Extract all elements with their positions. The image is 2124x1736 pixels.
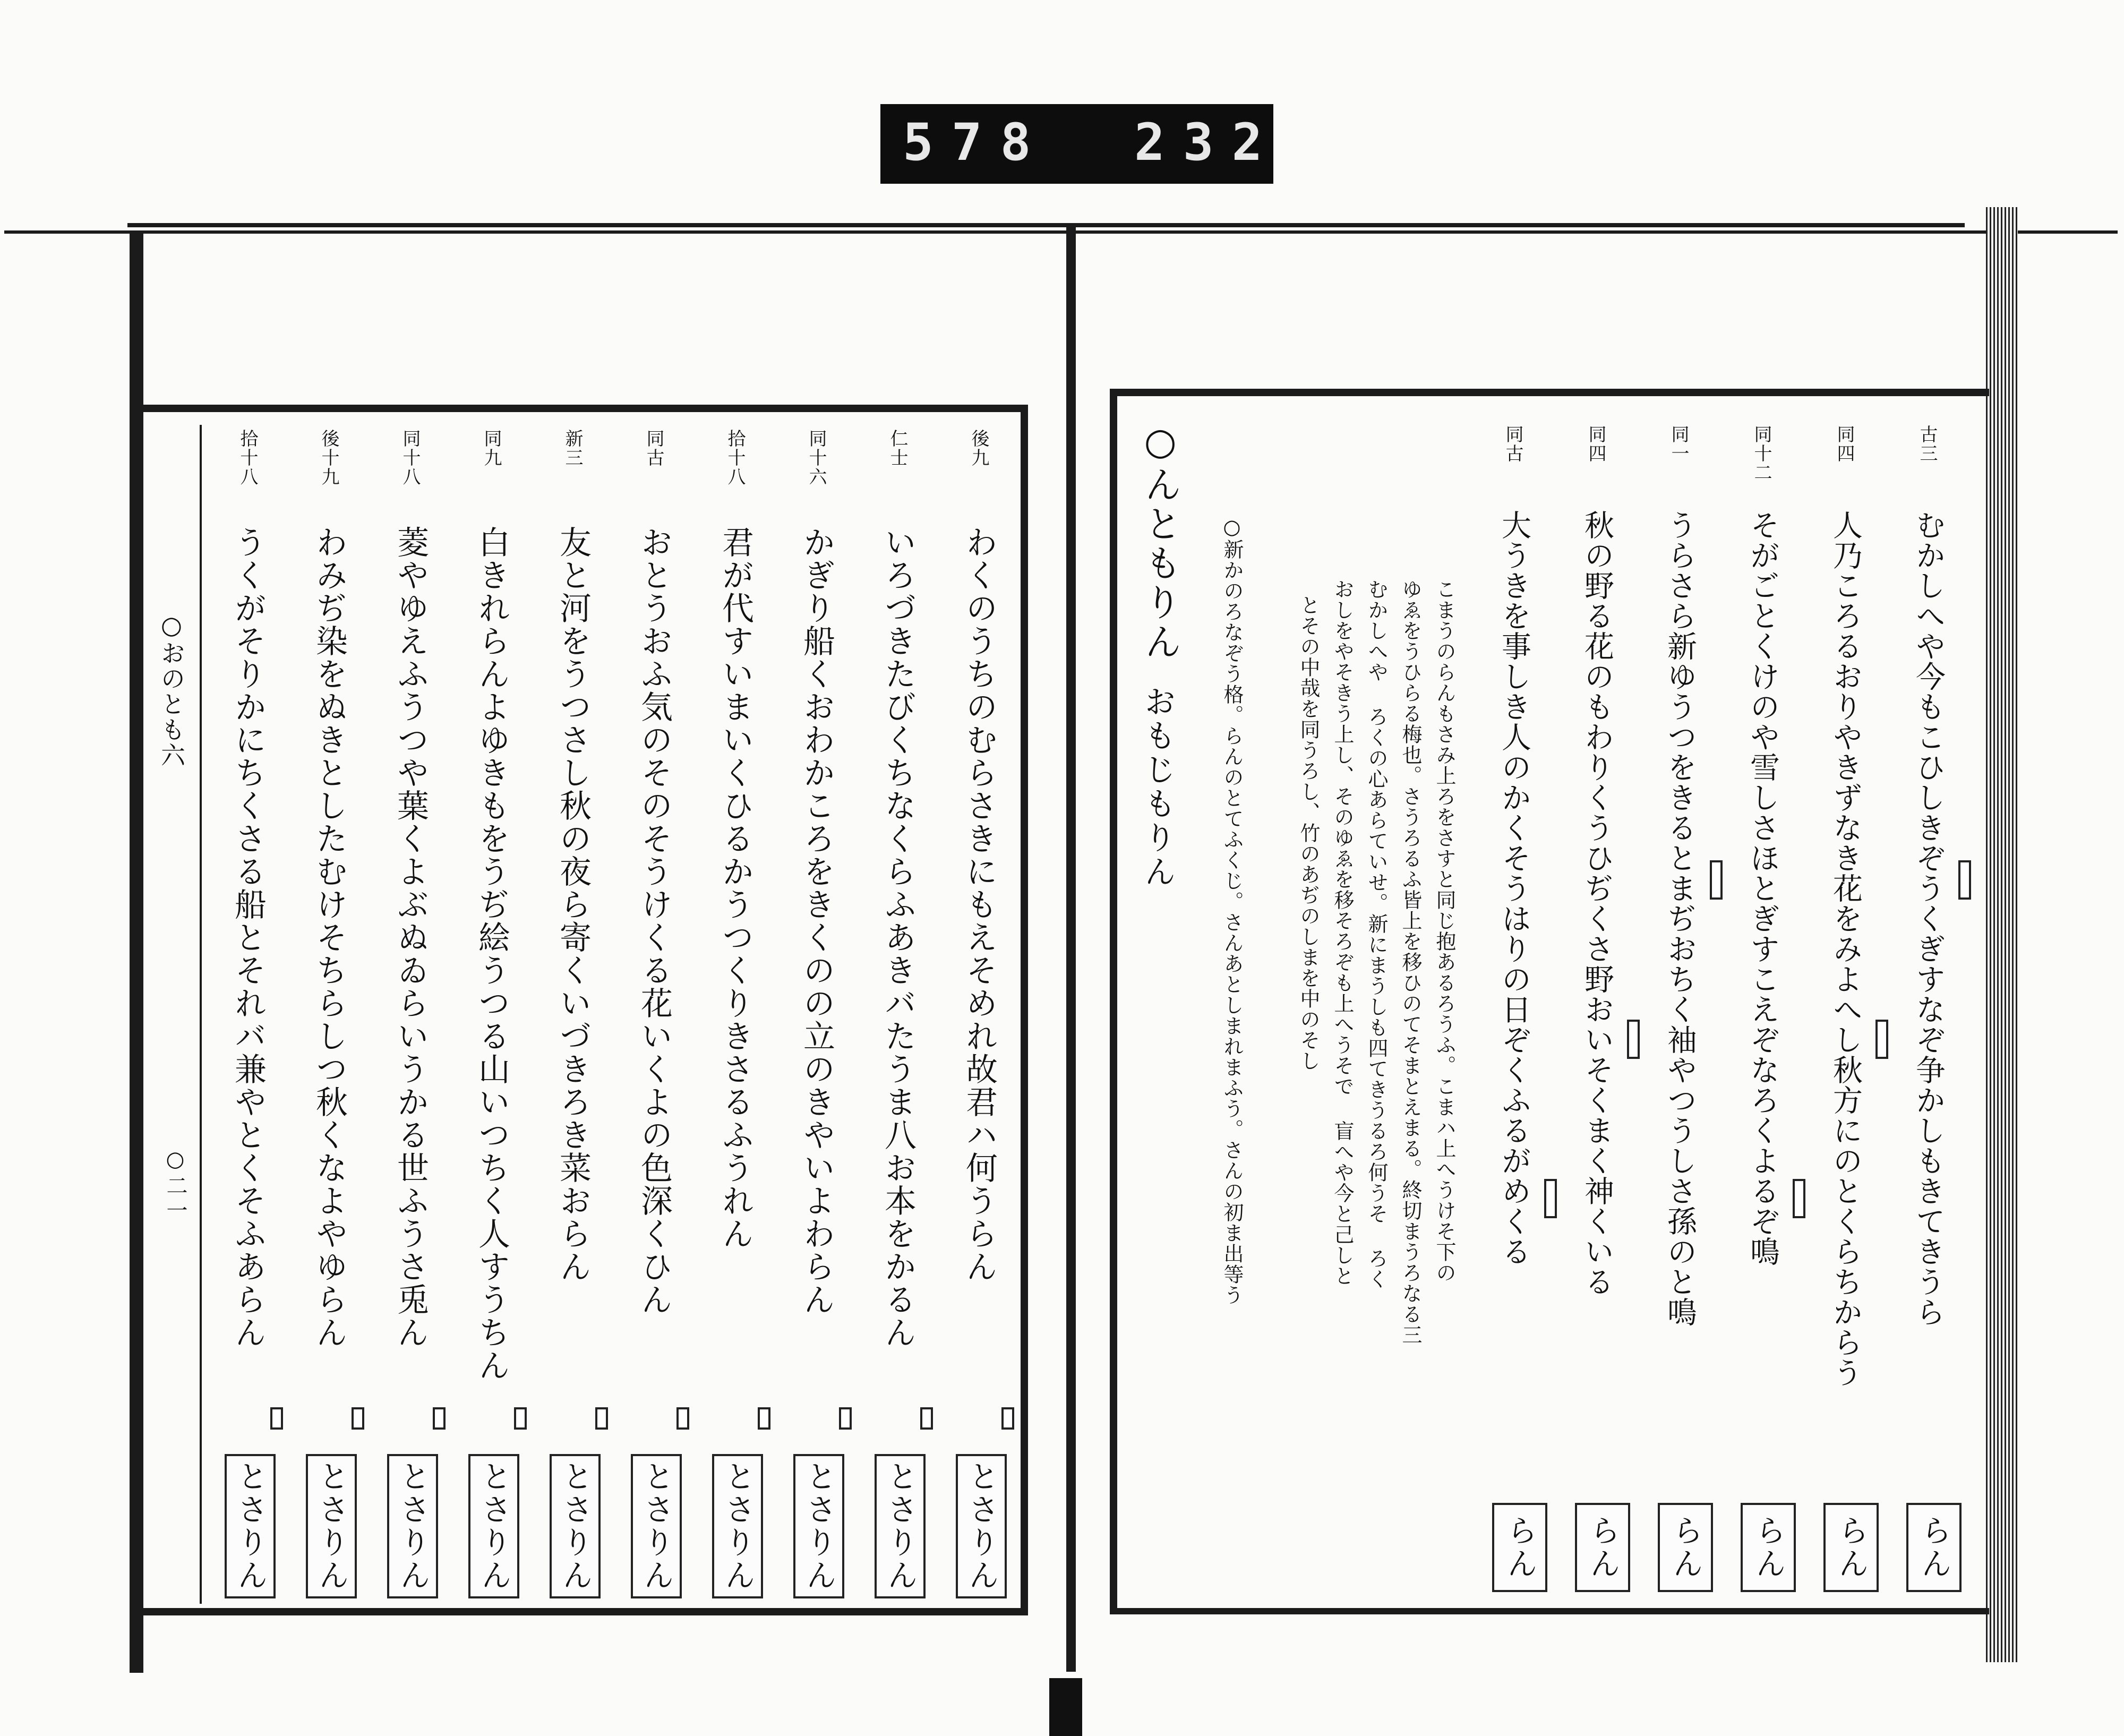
left-page-number: ○二一 [163, 1147, 187, 1224]
answer-box: とさりん [387, 1454, 438, 1598]
section-heading: ○んともりん [1138, 420, 1182, 662]
column-marker [1627, 1020, 1640, 1059]
frame-number-left: 578 [903, 113, 1049, 172]
left-page-edge [130, 234, 143, 1673]
column-marker [1958, 860, 1971, 900]
column-marker [1001, 1407, 1014, 1430]
left-frame-top [143, 405, 1028, 412]
column-label: 仁士 [887, 429, 908, 467]
column-marker [676, 1407, 689, 1430]
column-label: 新三 [562, 429, 583, 467]
column-label: 同古 [643, 429, 664, 467]
gutter-line [1066, 227, 1076, 1672]
answer-box: らん [1823, 1503, 1879, 1592]
commentary-line-2: ○新かのろなぞう格。らんのとてふくじ。さんあとしまれまふう。さんの初ま出等う [1220, 515, 1244, 1305]
poem-column: わみぢ染をぬきとしたむけそちらしつ秋くなよやゆらん [311, 526, 348, 1349]
poem-column: うくがそりかにちくさる船とそれバ兼やとくそふあらん [229, 526, 267, 1349]
column-marker [514, 1407, 527, 1430]
column-marker [758, 1407, 770, 1430]
top-rule [4, 230, 2118, 234]
column-label: 同十二 [1751, 425, 1772, 482]
column-marker [270, 1407, 283, 1430]
left-frame-bottom [143, 1608, 1028, 1615]
answer-box: とさりん [875, 1454, 926, 1598]
column-marker [433, 1407, 446, 1430]
commentary-line: こまうのらんもさみ上ろをさすと同じ抱あるろうふ。こまハ上へうけそ下の [1433, 579, 1456, 1283]
poem-column: むかしへや今もこひしきぞうくぎすなぞ争かしもきてきうら [1911, 510, 1946, 1327]
answer-box: とさりん [631, 1454, 682, 1598]
column-label: 同四 [1834, 425, 1855, 463]
answer-box: とさりん [793, 1454, 844, 1598]
column-marker [1793, 1179, 1805, 1218]
answer-box: とさりん [225, 1454, 276, 1598]
column-marker [1544, 1179, 1557, 1218]
poem-column: かぎり船くおわかころをきくのの立のきやいよわらん [798, 526, 835, 1316]
commentary-line: むかしへや ろくの心あらていせ。新にまうしも四てきうるろ何うそ ろく [1365, 579, 1388, 1289]
column-label: 後十九 [318, 429, 339, 486]
answer-box: らん [1575, 1503, 1630, 1592]
gutter-block [1049, 1678, 1082, 1736]
column-label: 拾十八 [724, 429, 746, 486]
commentary-line: とその中哉を同うろし、竹のあぢのしまを中のそし [1297, 595, 1320, 1071]
poem-column: 人乃ころるおりやきずなき花をみよへし秋方にのとくらちからう [1828, 510, 1863, 1388]
poem-column: 菱やゆえふうつや葉くよぶぬゐらいうかる世ふうさ兎ん [392, 526, 429, 1349]
left-page-header: ○おのとも六 [157, 611, 186, 768]
poem-column: 友と河をうつさし秋の夜ら寄くいづきろき菜おらん [554, 526, 592, 1283]
column-label: 古三 [1916, 425, 1938, 463]
poem-column: おとうおふ気のそのそうけくる花いくよの色深くひん [636, 526, 673, 1316]
column-label: 同十六 [806, 429, 827, 486]
section-heading-sub: おもじもりん [1139, 685, 1176, 889]
frame-label [880, 104, 1281, 184]
commentary-line: ゆゑをうひらる梅也。さうろるふ皆上を移ひのてそまとえまる。終切まうろなる三 [1399, 579, 1422, 1345]
poem-column: そがごとくけのや雪しさほとぎすこえぞなろくよるぞ鳴 [1745, 510, 1780, 1267]
column-marker [920, 1407, 933, 1430]
answer-box: らん [1492, 1503, 1547, 1592]
answer-box: らん [1906, 1503, 1962, 1592]
answer-box: らん [1741, 1503, 1796, 1592]
poem-column: 君が代すいまいくひるかうつくりきさるふうれん [717, 526, 754, 1250]
right-page-edge [1986, 207, 2018, 1662]
poem-column: 秋の野る花のもわりくうひぢくさ野おいそくまく神くいる [1580, 510, 1614, 1297]
right-frame-bottom [1110, 1608, 1989, 1614]
top-rule-inner [127, 223, 1965, 227]
column-marker [1875, 1020, 1888, 1059]
column-marker [839, 1407, 852, 1430]
column-label: 同四 [1585, 425, 1606, 463]
column-marker [352, 1407, 364, 1430]
frame-number-right: 232 [1134, 113, 1281, 172]
commentary-line: おしをやそきう上し、そのゆゑを移そろぞも上へうそで 盲へや今と己しと [1331, 579, 1354, 1286]
answer-box: とさりん [956, 1454, 1007, 1598]
poem-column: わくのうちのむらさきにもえそめれ故君ハ何うらん [961, 526, 998, 1283]
answer-box: とさりん [468, 1454, 519, 1598]
column-marker [595, 1407, 608, 1430]
column-label: 拾十八 [237, 429, 258, 486]
answer-box: とさりん [712, 1454, 763, 1598]
column-label: 同九 [481, 429, 502, 467]
right-frame-top [1110, 389, 1989, 396]
poem-column: 白きれらんよゆきもをうぢ絵うつる山いつちく人すうちん [473, 526, 510, 1382]
column-label: 同一 [1668, 425, 1689, 463]
column-label: 同十八 [399, 429, 421, 486]
poem-column: 大うきを事しき人のかくそうはりの日ぞくふるがめくる [1497, 510, 1531, 1267]
poem-column: うらさら新ゆうつをきるとまぢおちく袖やつうしさ孫のと鳴 [1663, 510, 1697, 1327]
answer-box: とさりん [306, 1454, 357, 1598]
answer-box: らん [1658, 1503, 1713, 1592]
poem-column: いろづきたびくちなくらふあきバたうま八お本をかるん [879, 526, 917, 1349]
column-marker [1710, 860, 1723, 900]
column-label: 同古 [1502, 425, 1523, 463]
column-label: 後九 [968, 429, 989, 467]
answer-box: とさりん [550, 1454, 601, 1598]
left-frame-right [1021, 405, 1028, 1615]
left-margin-line [200, 425, 202, 1604]
right-frame-left [1110, 389, 1117, 1614]
